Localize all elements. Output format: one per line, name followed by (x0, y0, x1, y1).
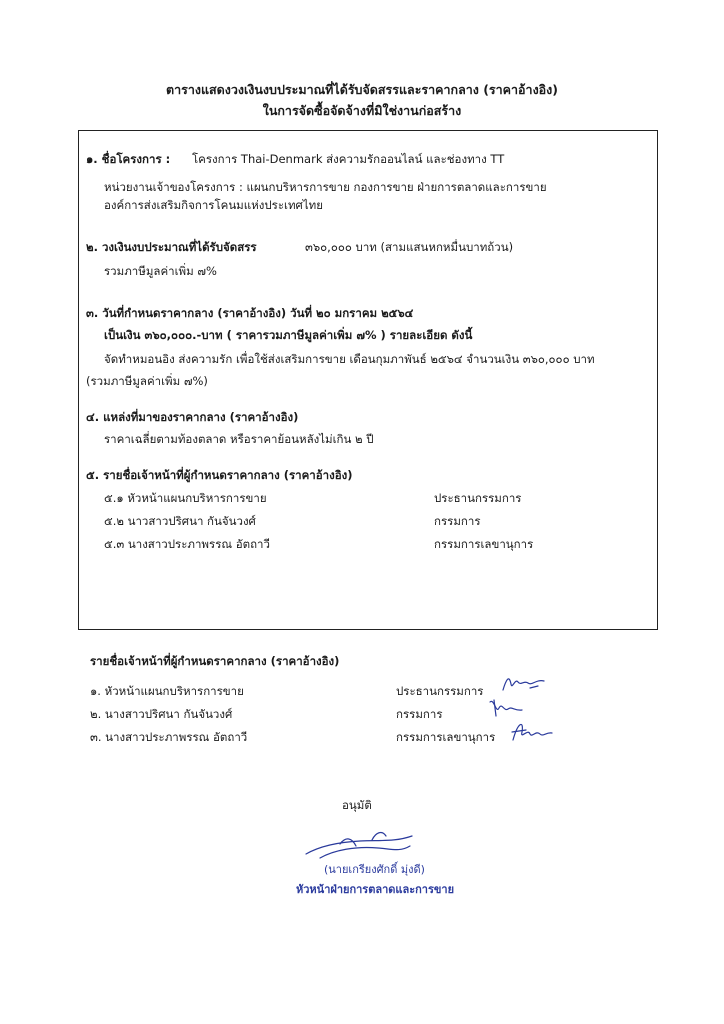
section1-heading: ๑. ชื่อโครงการ : (86, 152, 171, 166)
section4-source: ราคาเฉลี่ยตามท้องตลาด หรือราคาย้อนหลังไม่เกิน ๒ ปี (104, 432, 374, 446)
section5-member-role: กรรมการเลขานุการ (434, 537, 534, 551)
approval-label: อนุมัติ (342, 798, 372, 812)
section5-heading: ๕. รายชื่อเจ้าหน้าที่ผู้กำหนดราคากลาง (ราคาอ้างอิง) (86, 468, 353, 482)
section5-member-name: ๕.๒ นาวสาวปริศนา กันจันวงศ์ (104, 514, 256, 528)
member-signature-icon (486, 696, 526, 720)
section4-heading: ๔. แหล่งที่มาของราคากลาง (ราคาอ้างอิง) (86, 410, 299, 424)
committee-member-role: กรรมการเลขานุการ (396, 730, 496, 744)
approver-signature-icon (300, 824, 420, 864)
approver-name-stamp: (นายเกรียงศักดิ์ มุ่งดี) (324, 863, 425, 876)
section1-project-name: โครงการ Thai-Denmark ส่งความรักออนไลน์ และช่องทาง TT (192, 152, 505, 166)
committee-member-role: ประธานกรรมการ (396, 684, 484, 698)
section2-vat-note: รวมภาษีมูลค่าเพิ่ม ๗% (104, 264, 217, 278)
approver-title-stamp: หัวหน้าฝ่ายการตลาดและการขาย (296, 883, 455, 896)
section3-heading: ๓. วันที่กำหนดราคากลาง (ราคาอ้างอิง) วันที่ ๒๐ มกราคม ๒๕๖๔ (86, 306, 414, 320)
committee-member-name: ๒. นางสาวปริศนา กันจันวงศ์ (90, 707, 233, 721)
section2-budget-value: ๓๖๐,๐๐๐ บาท (สามแสนหกหมื่นบาทถ้วน) (305, 240, 514, 254)
section3-detail: จัดทำหมอนอิง ส่งความรัก เพื่อใช้ส่งเสริมการขาย เดือนกุมภาพันธ์ ๒๕๖๔ จำนวนเงิน ๓๖๐,๐๐๐ บาท (104, 352, 595, 366)
committee-heading: รายชื่อเจ้าหน้าที่ผู้กำหนดราคากลาง (ราคาอ้างอิง) (90, 654, 340, 668)
chairman-signature-icon (500, 670, 548, 696)
doc-title-line2: ในการจัดซื้อจัดจ้างที่มิใช่งานก่อสร้าง (262, 103, 462, 118)
committee-member-name: ๓. นางสาวประภาพรรณ อัตถาวี (90, 730, 248, 744)
section3-amount: เป็นเงิน ๓๖๐,๐๐๐.-บาท ( ราคารวมภาษีมูลค่าเพิ่ม ๗% ) รายละเอียด ดังนี้ (104, 328, 473, 342)
secretary-signature-icon (510, 718, 554, 744)
section5-member-name: ๕.๓ นางสาวประภาพรรณ อัตถาวี (104, 537, 270, 551)
section1-organization: องค์การส่งเสริมกิจการโคนมแห่งประเทศไทย (104, 198, 323, 212)
section5-member-name: ๕.๑ หัวหน้าแผนกบริหารการขาย (104, 491, 267, 505)
doc-title-line1: ตารางแสดงวงเงินงบประมาณที่ได้รับจัดสรรและราคากลาง (ราคาอ้างอิง) (166, 82, 558, 97)
section2-heading: ๒. วงเงินงบประมาณที่ได้รับจัดสรร (86, 240, 257, 254)
committee-member-name: ๑. หัวหน้าแผนกบริหารการขาย (90, 684, 244, 698)
section5-member-role: กรรมการ (434, 514, 481, 528)
section5-member-role: ประธานกรรมการ (434, 491, 522, 505)
section1-owner-unit: หน่วยงานเจ้าของโครงการ : แผนกบริหารการขาย กองการขาย ฝ่ายการตลาดและการขาย (104, 180, 547, 194)
section3-vat-note: (รวมภาษีมูลค่าเพิ่ม ๗%) (86, 374, 208, 388)
committee-member-role: กรรมการ (396, 707, 443, 721)
